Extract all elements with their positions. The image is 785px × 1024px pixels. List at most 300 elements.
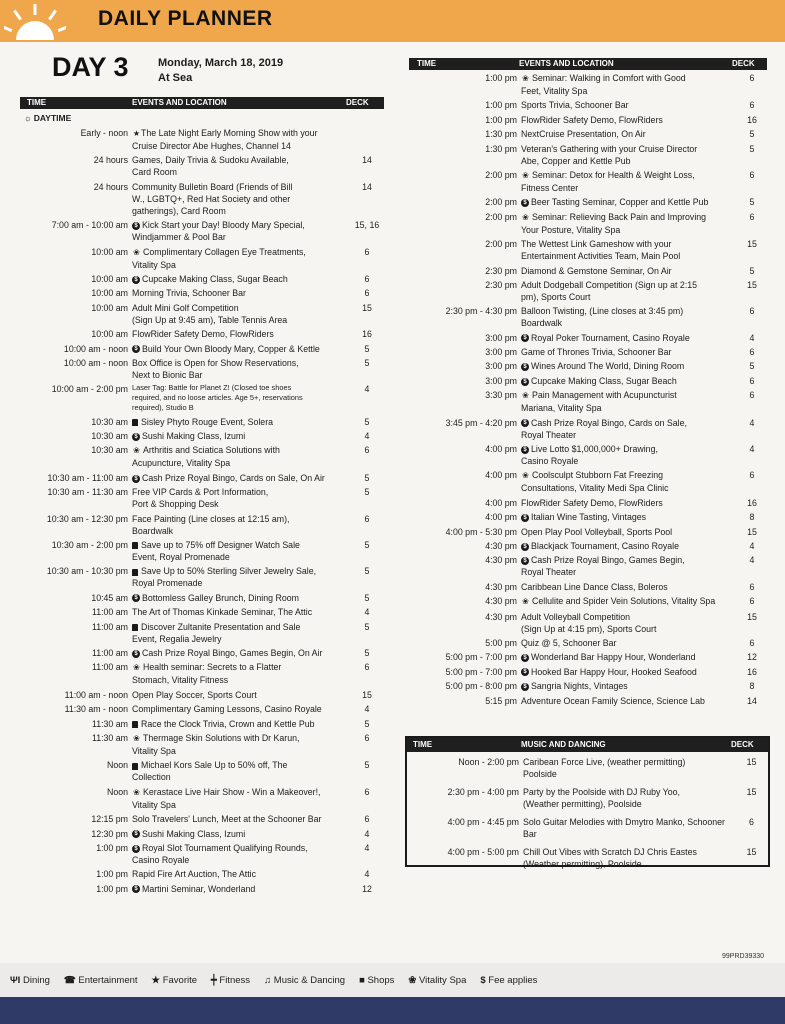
event-deck: 6 bbox=[749, 100, 755, 111]
event-line bbox=[521, 85, 733, 97]
event-line-text: Cash Prize Royal Bingo, Cards on Sale, bbox=[531, 417, 687, 428]
event-description bbox=[521, 332, 733, 344]
dining-icon: ΨΙ bbox=[10, 974, 23, 986]
music-col-deck: DECK bbox=[731, 740, 754, 749]
legend-item bbox=[152, 975, 197, 986]
event-time: 2:00 pm bbox=[485, 169, 517, 180]
event-description bbox=[521, 72, 733, 97]
event-row bbox=[20, 621, 384, 645]
event-deck: 4 bbox=[749, 332, 755, 343]
event-deck: 6 bbox=[749, 375, 755, 386]
fee-icon: $ bbox=[132, 845, 140, 853]
event-description bbox=[132, 273, 346, 285]
event-row bbox=[20, 219, 384, 243]
event-row bbox=[20, 606, 384, 618]
event-description bbox=[132, 813, 346, 825]
event-line bbox=[132, 771, 346, 783]
event-line-text: Consultations, Vitality Medi Spa Clinic bbox=[521, 483, 669, 494]
event-description bbox=[132, 513, 346, 537]
spa-icon: ❀ bbox=[522, 170, 529, 180]
event-description bbox=[521, 695, 733, 707]
event-line bbox=[521, 291, 733, 303]
event-line-text: Casino Royale bbox=[132, 854, 190, 865]
event-line-text: Discover Zultanite Presentation and Sale bbox=[141, 621, 301, 632]
event-line bbox=[132, 383, 346, 393]
event-line bbox=[132, 259, 346, 271]
event-description bbox=[521, 540, 733, 552]
document-code: 99PRD39330 bbox=[722, 953, 765, 960]
legend-item bbox=[211, 975, 250, 986]
event-row bbox=[20, 513, 384, 537]
event-line-text: Royal Poker Tournament, Casino Royale bbox=[531, 332, 690, 343]
event-deck: 15 bbox=[747, 611, 757, 622]
event-deck: 6 bbox=[364, 662, 370, 673]
event-line-text: gatherings), Card Room bbox=[132, 205, 226, 216]
fee-icon: $ bbox=[480, 974, 489, 986]
event-description bbox=[132, 539, 346, 563]
shop-icon bbox=[132, 569, 138, 576]
event-deck: 14 bbox=[362, 181, 372, 192]
event-line bbox=[132, 718, 346, 730]
event-line-text: Arthritis and Sciatica Solutions with bbox=[143, 445, 280, 456]
event-line-text: Caribean Force Live, (weather permitting) bbox=[523, 757, 686, 767]
event-line bbox=[521, 224, 733, 236]
favorite-icon: ★ bbox=[132, 129, 141, 138]
event-description bbox=[521, 469, 733, 494]
day-date-block bbox=[158, 56, 283, 86]
event-line bbox=[132, 621, 346, 633]
event-deck: 15 bbox=[362, 302, 372, 313]
event-line-text: Solo Travelers' Lunch, Meet at the Schooner Bar bbox=[132, 814, 322, 825]
page-title: DAILY PLANNER bbox=[98, 7, 273, 30]
event-line-text: Feet, Vitality Spa bbox=[521, 86, 588, 96]
event-time: Noon bbox=[106, 786, 128, 797]
fee-icon: $ bbox=[132, 830, 140, 838]
event-line-text: Cupcake Making Class, Sugar Beach bbox=[142, 273, 288, 284]
event-line bbox=[132, 369, 346, 381]
event-line-text: Face Painting (Line closes at 12:15 am), bbox=[132, 513, 290, 524]
day-date: Monday, March 18, 2019 bbox=[158, 57, 284, 69]
event-line-text: Coolsculpt Stubborn Fat Freezing bbox=[532, 470, 664, 481]
event-time: 1:00 pm bbox=[96, 869, 128, 880]
event-row bbox=[409, 786, 766, 810]
event-time: 10:00 am bbox=[91, 302, 128, 313]
event-row bbox=[409, 540, 767, 552]
event-deck: 15, 16 bbox=[354, 220, 380, 231]
event-line-text: Seminar: Walking in Comfort with Good bbox=[532, 73, 686, 83]
music-icon: ♫ bbox=[264, 974, 274, 986]
event-time: 5:00 pm - 7:00 pm bbox=[445, 666, 517, 677]
event-line-text: Fitness Center bbox=[521, 182, 579, 193]
event-row bbox=[409, 169, 767, 194]
event-line-text: Kick Start your Day! Bloody Mary Special, bbox=[142, 220, 305, 231]
spa-icon: ❀ bbox=[522, 471, 529, 481]
event-line-text: Beer Tasting Seminar, Copper and Kettle Pub bbox=[531, 197, 709, 208]
event-row bbox=[20, 383, 384, 413]
legend-item bbox=[64, 975, 138, 986]
event-deck: 6 bbox=[749, 306, 755, 317]
event-line-text: Boardwalk bbox=[521, 318, 563, 329]
event-row bbox=[409, 143, 767, 167]
event-deck: 5 bbox=[364, 343, 370, 354]
event-time: 3:00 pm bbox=[485, 332, 517, 343]
event-line bbox=[132, 472, 346, 484]
event-description bbox=[132, 416, 346, 428]
event-row bbox=[20, 689, 384, 701]
event-deck: 5 bbox=[364, 621, 370, 632]
event-line-text: Cruise Director Abe Hughes, Channel 14 bbox=[132, 141, 291, 151]
event-deck: 6 bbox=[364, 273, 370, 284]
event-deck: 6 bbox=[364, 732, 370, 743]
event-line bbox=[521, 332, 733, 344]
event-description bbox=[132, 287, 346, 299]
event-time: 1:00 pm bbox=[96, 883, 128, 894]
event-deck: 5 bbox=[749, 143, 755, 154]
event-row bbox=[409, 417, 767, 441]
event-line bbox=[521, 128, 733, 140]
event-description bbox=[132, 828, 346, 840]
event-description bbox=[523, 846, 733, 870]
event-line bbox=[132, 759, 346, 771]
event-deck: 15 bbox=[747, 526, 757, 537]
event-deck: 6 bbox=[749, 211, 755, 222]
event-deck: 8 bbox=[749, 681, 755, 692]
event-description bbox=[521, 238, 733, 262]
event-deck: 5 bbox=[364, 540, 370, 551]
event-row bbox=[20, 565, 384, 589]
event-line-text: Adult Mini Golf Competition bbox=[132, 302, 239, 313]
event-line bbox=[521, 155, 733, 167]
fee-icon: $ bbox=[132, 276, 140, 284]
event-row bbox=[20, 416, 384, 428]
event-line bbox=[132, 647, 346, 659]
event-row bbox=[409, 346, 767, 358]
event-deck: 6 bbox=[749, 390, 755, 401]
event-description bbox=[132, 219, 346, 243]
event-line-text: Port & Shopping Desk bbox=[132, 499, 219, 510]
spa-icon: ❀ bbox=[408, 974, 419, 986]
event-description bbox=[521, 554, 733, 578]
event-line-text: Sangria Nights, Vintages bbox=[531, 681, 628, 692]
event-description bbox=[521, 611, 733, 635]
event-line-text: Your Posture, Vitality Spa bbox=[521, 224, 621, 235]
event-line bbox=[521, 375, 733, 387]
event-line-text: Adult Volleyball Competition bbox=[521, 611, 631, 622]
left-table-header bbox=[20, 97, 384, 109]
fitness-icon: ┿ bbox=[211, 974, 220, 986]
event-line-text: Open Play Soccer, Sports Court bbox=[132, 689, 257, 700]
event-line-text: Event, Royal Promenade bbox=[132, 552, 230, 563]
event-row bbox=[409, 680, 767, 692]
entertainment-icon: ☎ bbox=[63, 974, 79, 986]
music-dancing-box bbox=[405, 736, 770, 867]
event-line bbox=[132, 498, 346, 510]
event-line-text: Chill Out Vibes with Scratch DJ Chris Eastes bbox=[523, 847, 697, 857]
favorite-icon: ★ bbox=[151, 974, 163, 986]
event-deck: 6 bbox=[749, 347, 755, 358]
footer-bar bbox=[0, 997, 785, 1024]
event-deck: 6 bbox=[749, 73, 755, 83]
event-description bbox=[521, 99, 733, 111]
event-deck: 6 bbox=[749, 169, 755, 180]
event-line-text: Vitality Spa bbox=[132, 745, 176, 756]
event-time: 24 hours bbox=[93, 181, 128, 192]
legend-label: Shops bbox=[367, 974, 395, 986]
event-line-text: Royal Theater bbox=[521, 567, 577, 578]
event-time: 4:30 pm bbox=[485, 596, 517, 607]
event-line-text: NextCruise Presentation, On Air bbox=[521, 129, 646, 140]
event-line-text: Cash Prize Royal Bingo, Games Begin, On Air bbox=[142, 647, 323, 658]
event-line bbox=[132, 302, 346, 314]
event-line bbox=[521, 196, 733, 208]
event-deck: 6 bbox=[749, 817, 754, 827]
event-line bbox=[521, 360, 733, 372]
event-row bbox=[409, 238, 767, 262]
event-row bbox=[20, 883, 384, 895]
event-row bbox=[409, 511, 767, 523]
event-time: 2:30 pm - 4:30 pm bbox=[445, 306, 517, 317]
legend-label: Fitness bbox=[219, 974, 251, 986]
event-line-text: Quiz @ 5, Schooner Bar bbox=[521, 637, 617, 648]
event-deck: 5 bbox=[364, 718, 370, 729]
event-deck: 15 bbox=[746, 757, 757, 767]
event-description bbox=[132, 606, 346, 618]
event-line bbox=[132, 416, 346, 428]
event-line bbox=[132, 854, 346, 866]
event-line-text: Adventure Ocean Family Science, Science Lab bbox=[521, 695, 705, 706]
event-line-text: Windjammer & Pool Bar bbox=[132, 232, 226, 243]
event-time: 3:00 pm bbox=[485, 375, 517, 386]
event-time: 10:30 am bbox=[91, 416, 128, 427]
event-time: 4:00 pm bbox=[485, 497, 517, 508]
event-deck: 6 bbox=[364, 445, 370, 456]
event-description bbox=[132, 328, 346, 340]
event-line-text: Laser Tag: Battle for Planet Z! (Closed toe shoes bbox=[132, 383, 292, 393]
event-line bbox=[521, 182, 733, 194]
event-line bbox=[521, 540, 733, 552]
event-line-text: Sushi Making Class, Izumi bbox=[142, 431, 246, 442]
event-line-text: Casino Royale bbox=[521, 456, 579, 467]
event-deck: 4 bbox=[749, 417, 755, 428]
spa-icon: ❀ bbox=[133, 787, 140, 797]
event-time: 5:15 pm bbox=[485, 695, 517, 706]
event-line-text: Morning Trivia, Schooner Bar bbox=[132, 288, 246, 299]
event-description bbox=[521, 680, 733, 692]
event-deck: 5 bbox=[749, 129, 755, 140]
event-line bbox=[523, 768, 733, 780]
event-description bbox=[521, 595, 733, 608]
event-line-text: Blackjack Tournament, Casino Royale bbox=[531, 540, 679, 551]
legend-item bbox=[264, 975, 345, 986]
event-line bbox=[132, 343, 346, 355]
event-row bbox=[409, 581, 767, 593]
event-deck: 4 bbox=[364, 869, 370, 880]
spa-icon: ❀ bbox=[133, 247, 140, 257]
event-line bbox=[132, 444, 346, 457]
event-line-text: FlowRider Safety Demo, FlowRiders bbox=[521, 497, 663, 508]
event-row bbox=[20, 328, 384, 340]
event-line-text: Box Office is Open for Show Reservations, bbox=[132, 357, 299, 368]
event-line-text: required, and no loose articles. Age 5+, reservations bbox=[132, 393, 303, 403]
event-line-text: Race the Clock Trivia, Crown and Kettle Pub bbox=[141, 718, 315, 729]
event-row bbox=[409, 666, 767, 678]
event-time: 10:45 am bbox=[91, 592, 128, 603]
event-time: 1:00 pm bbox=[485, 100, 517, 111]
event-line bbox=[132, 273, 346, 285]
legend-label: Favorite bbox=[162, 974, 198, 986]
event-time: 11:00 am - noon bbox=[64, 689, 128, 700]
event-time: 10:00 am bbox=[91, 273, 128, 284]
event-row bbox=[20, 592, 384, 604]
event-deck: 4 bbox=[364, 828, 370, 839]
event-description bbox=[132, 486, 346, 510]
event-description bbox=[521, 346, 733, 358]
event-line bbox=[132, 592, 346, 604]
event-row bbox=[409, 595, 767, 608]
event-line bbox=[132, 868, 346, 880]
event-description bbox=[521, 196, 733, 208]
event-row bbox=[20, 842, 384, 866]
event-line bbox=[132, 457, 346, 469]
event-deck: 15 bbox=[746, 787, 757, 797]
event-line bbox=[521, 526, 733, 538]
event-row bbox=[20, 357, 384, 381]
event-line bbox=[132, 828, 346, 840]
event-time: 10:00 am bbox=[91, 288, 128, 299]
event-deck: 16 bbox=[362, 329, 372, 340]
event-row bbox=[20, 154, 384, 178]
event-row bbox=[409, 99, 767, 111]
event-line-text: Build Your Own Bloody Mary, Copper & Kettle bbox=[142, 343, 320, 354]
event-deck: 15 bbox=[362, 689, 372, 700]
shop-icon bbox=[132, 721, 138, 728]
event-line-text: Pain Management with Acupuncturist bbox=[532, 390, 677, 401]
day-location: At Sea bbox=[158, 72, 193, 84]
legend-item bbox=[359, 975, 394, 986]
event-description bbox=[521, 265, 733, 277]
event-deck: 6 bbox=[749, 637, 755, 648]
event-line bbox=[132, 689, 346, 701]
event-time: 10:30 am - 2:00 pm bbox=[51, 540, 128, 551]
event-description bbox=[521, 581, 733, 593]
event-line bbox=[132, 486, 346, 498]
event-row bbox=[409, 756, 766, 780]
event-line bbox=[132, 606, 346, 618]
event-line bbox=[523, 816, 733, 828]
event-row bbox=[20, 868, 384, 880]
event-row bbox=[20, 444, 384, 469]
event-time: 10:30 am - 11:00 am bbox=[47, 472, 128, 483]
event-time: 4:00 pm bbox=[485, 444, 517, 455]
event-description bbox=[521, 443, 733, 467]
event-line bbox=[132, 577, 346, 589]
event-line-text: Poolside bbox=[523, 769, 557, 779]
event-description bbox=[132, 472, 346, 484]
event-line bbox=[521, 238, 733, 250]
event-row bbox=[20, 287, 384, 299]
event-deck: 16 bbox=[747, 497, 757, 508]
event-line-text: Veteran's Gathering with your Cruise Director bbox=[521, 143, 698, 154]
event-description bbox=[521, 389, 733, 414]
event-time: 12:30 pm bbox=[91, 828, 128, 839]
event-line-text: Wines Around The World, Dining Room bbox=[531, 361, 685, 372]
event-deck: 15 bbox=[747, 279, 757, 290]
planner-header bbox=[0, 0, 785, 42]
event-line-text: Live Lotto $1,000,000+ Drawing, bbox=[531, 444, 658, 455]
section-daytime bbox=[24, 113, 71, 123]
event-time: 4:00 pm bbox=[485, 512, 517, 523]
event-deck: 5 bbox=[364, 592, 370, 603]
event-line bbox=[521, 482, 733, 494]
event-time: 11:30 am bbox=[91, 718, 128, 729]
event-deck: 5 bbox=[364, 487, 370, 498]
event-line-text: Collection bbox=[132, 772, 171, 783]
event-line bbox=[132, 883, 346, 895]
event-time: 10:00 am bbox=[91, 246, 128, 257]
fee-icon: $ bbox=[521, 683, 529, 691]
event-time: 5:00 pm - 8:00 pm bbox=[445, 681, 517, 692]
event-time: 4:00 pm - 4:45 pm bbox=[447, 817, 519, 827]
event-line bbox=[521, 566, 733, 578]
event-line-text: Complimentary Collagen Eye Treatments, bbox=[143, 246, 306, 257]
event-description bbox=[521, 637, 733, 649]
icon-legend bbox=[0, 963, 785, 997]
event-row bbox=[409, 651, 767, 663]
event-line-text: (Sign Up at 4:15 pm), Sports Court bbox=[521, 623, 657, 634]
section-daytime-label: DAYTIME bbox=[33, 113, 72, 123]
fee-icon: $ bbox=[521, 199, 529, 207]
event-time: 11:00 am bbox=[91, 621, 128, 632]
event-line bbox=[132, 314, 346, 326]
event-line-text: Boardwalk bbox=[132, 525, 174, 536]
event-line-text: FlowRider Safety Demo, FlowRiders bbox=[521, 114, 663, 125]
event-line bbox=[521, 469, 733, 482]
event-row bbox=[409, 816, 766, 840]
event-time: 11:00 am bbox=[91, 607, 128, 618]
event-description bbox=[132, 181, 346, 217]
event-description bbox=[132, 592, 346, 604]
event-time: 12:15 pm bbox=[91, 814, 128, 825]
event-time: 7:00 am - 10:00 am bbox=[51, 220, 128, 231]
event-deck: 6 bbox=[749, 470, 755, 481]
event-description bbox=[132, 383, 346, 413]
event-time: 10:30 am bbox=[91, 431, 128, 442]
spa-icon: ❀ bbox=[522, 597, 529, 607]
event-line-text: Bar bbox=[523, 829, 537, 839]
event-line bbox=[521, 402, 733, 414]
event-line-text: Game of Thrones Trivia, Schooner Bar bbox=[521, 347, 672, 358]
event-line bbox=[521, 317, 733, 329]
event-line bbox=[132, 813, 346, 825]
event-deck: 12 bbox=[747, 652, 757, 663]
event-deck: 5 bbox=[364, 760, 370, 771]
fee-icon: $ bbox=[132, 222, 140, 230]
event-time: 2:00 pm bbox=[485, 239, 517, 250]
fee-icon: $ bbox=[521, 446, 529, 454]
event-description bbox=[521, 114, 733, 126]
event-time: 10:00 am - noon bbox=[63, 357, 128, 368]
event-row bbox=[20, 539, 384, 563]
event-row bbox=[409, 611, 767, 635]
event-description bbox=[132, 732, 346, 757]
event-description bbox=[132, 444, 346, 469]
sun-logo-icon bbox=[4, 2, 66, 40]
fee-icon: $ bbox=[521, 419, 529, 427]
event-time: 2:30 pm bbox=[485, 265, 517, 276]
fee-icon: $ bbox=[132, 594, 140, 602]
legend-label: Music & Dancing bbox=[273, 974, 346, 986]
event-line bbox=[132, 231, 346, 243]
